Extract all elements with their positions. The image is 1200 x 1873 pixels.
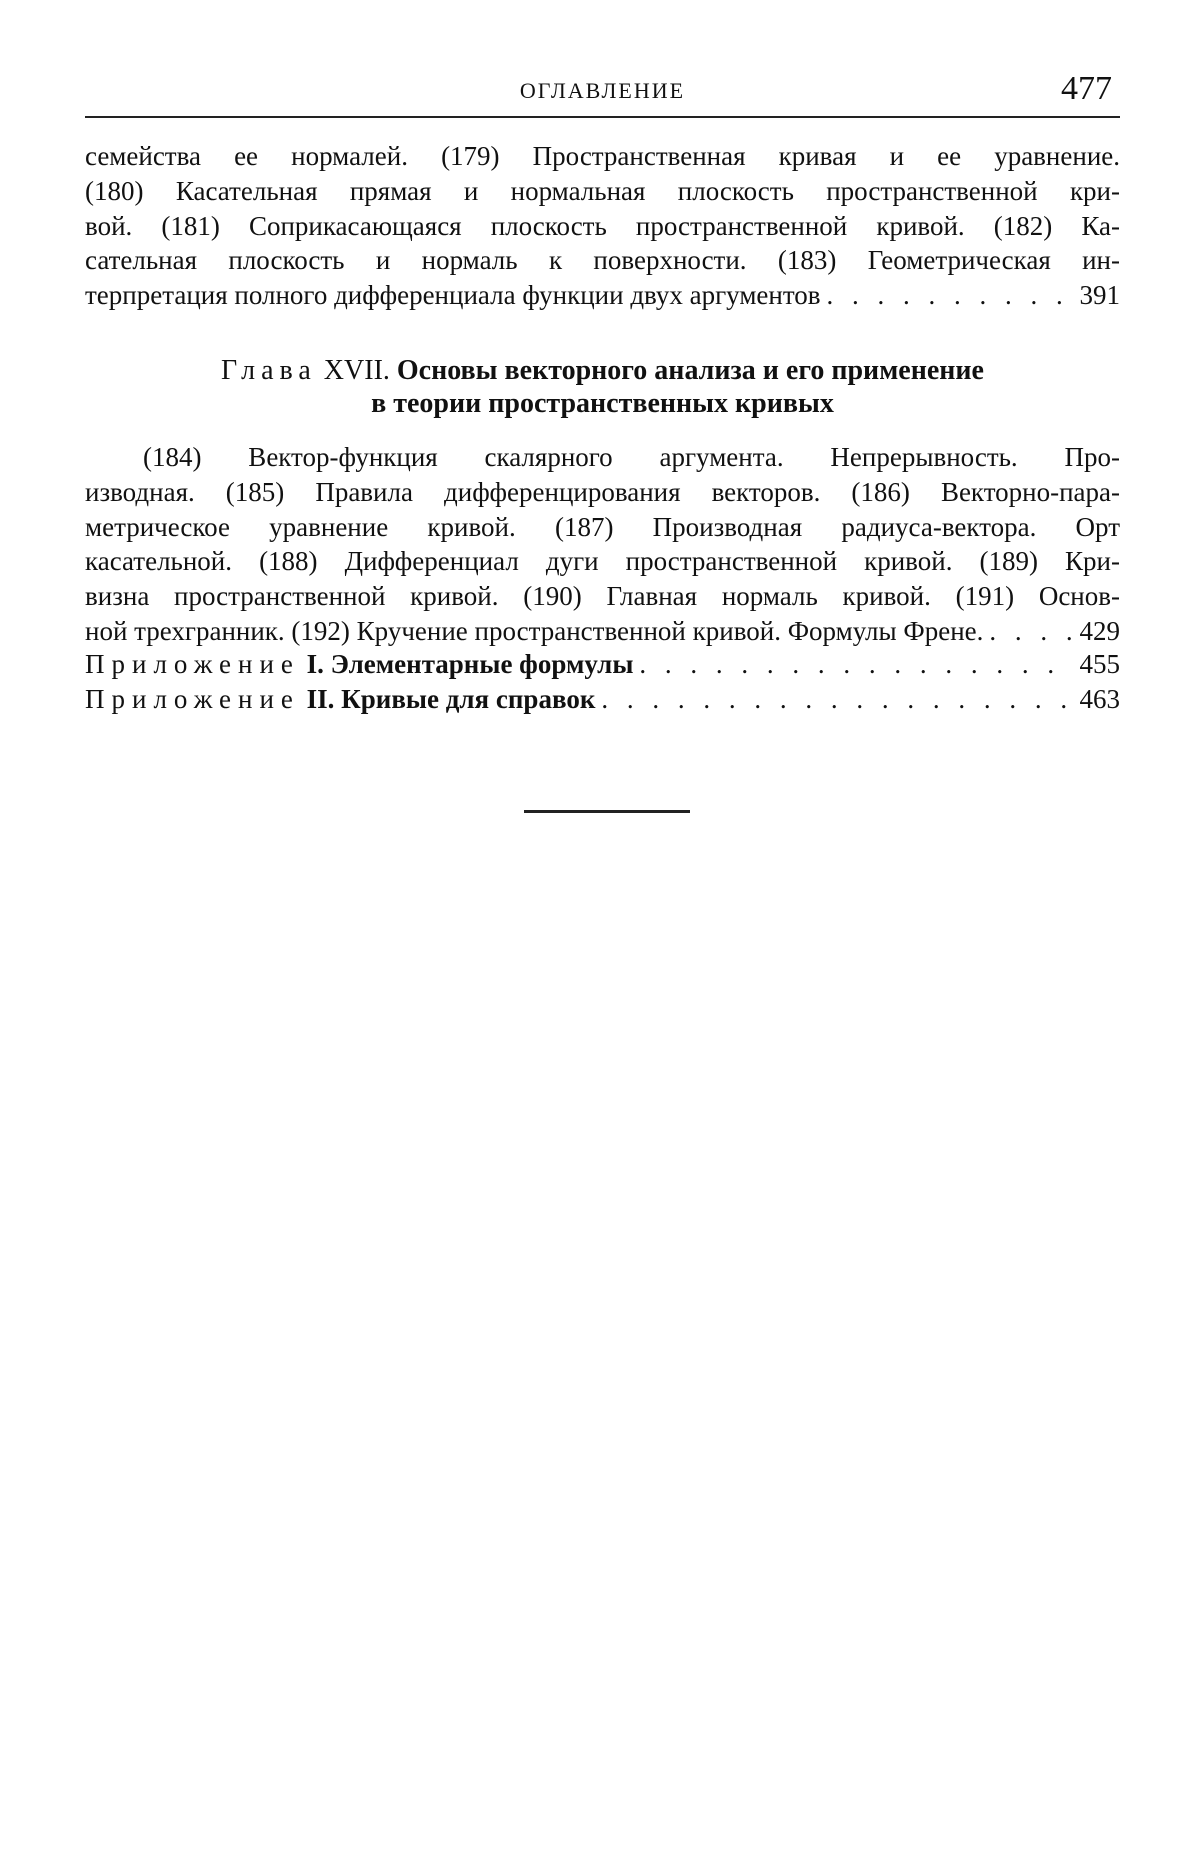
text-line: (184) Вектор-функция скалярного аргумента. Непрерывность. Про- — [143, 442, 1120, 472]
dot-leader — [639, 647, 1073, 682]
running-header — [85, 70, 1120, 118]
chapter-number: XVII. — [323, 355, 390, 386]
appendix-title: II. Кривые для справок — [306, 683, 596, 714]
toc-entry-continuation — [85, 139, 1120, 313]
appendix-entry — [85, 682, 1120, 717]
text-line: (180) Касательная прямая и нормальная плоскость пространственной кри- — [85, 175, 1120, 206]
toc-page-number: 429 — [1079, 615, 1120, 646]
text-line: касательной. (188) Дифференциал дуги пространственной кривой. (189) Кри- — [85, 546, 1120, 577]
toc-page-number: 391 — [1079, 280, 1120, 311]
appendix-label: Приложение — [85, 649, 300, 679]
chapter-label: Глава — [221, 355, 317, 386]
appendix-label: Приложение — [85, 683, 300, 714]
toc-page-number: 455 — [1079, 649, 1120, 679]
text-line: ной трехгранник. (192) Кручение пространственной кривой. Формулы Френе. — [85, 615, 984, 646]
appendix-entry — [85, 647, 1120, 682]
text-line: семейства ее нормалей. (179) Пространственная кривая и ее уравнение. — [85, 141, 1120, 171]
toc-row — [85, 614, 1120, 649]
appendix-title: I. Элементарные формулы — [306, 649, 634, 679]
page-number: 477 — [1061, 70, 1112, 107]
end-rule — [524, 810, 690, 813]
dot-leader — [601, 682, 1073, 717]
chapter-contents — [85, 440, 1120, 649]
text-line: терпретация полного дифференциала функции двух аргументов — [85, 280, 821, 311]
chapter-title-line-2: в теории пространственных кривых — [371, 388, 834, 419]
appendix-list — [85, 647, 1120, 717]
text-line: метрическое уравнение кривой. (187) Производная радиуса-вектора. Орт — [85, 511, 1120, 542]
toc-page-number: 463 — [1079, 683, 1120, 714]
dot-leader — [989, 614, 1073, 649]
dot-leader — [827, 278, 1074, 313]
chapter-heading — [85, 354, 1120, 420]
text-line: визна пространственной кривой. (190) Главная нормаль кривой. (191) Основ- — [85, 581, 1120, 612]
toc-row — [85, 278, 1120, 313]
chapter-title-line-1: Основы векторного анализа и его применение — [396, 355, 984, 386]
running-title: ОГЛАВЛЕНИЕ — [519, 78, 686, 103]
header-rule — [85, 116, 1120, 118]
text-line: изводная. (185) Правила дифференцирования векторов. (186) Векторно-пара- — [85, 476, 1120, 507]
text-line: сательная плоскость и нормаль к поверхности. (183) Геометрическая ин- — [85, 245, 1120, 276]
text-line: вой. (181) Соприкасающаяся плоскость пространственной кривой. (182) Ка- — [85, 210, 1120, 241]
